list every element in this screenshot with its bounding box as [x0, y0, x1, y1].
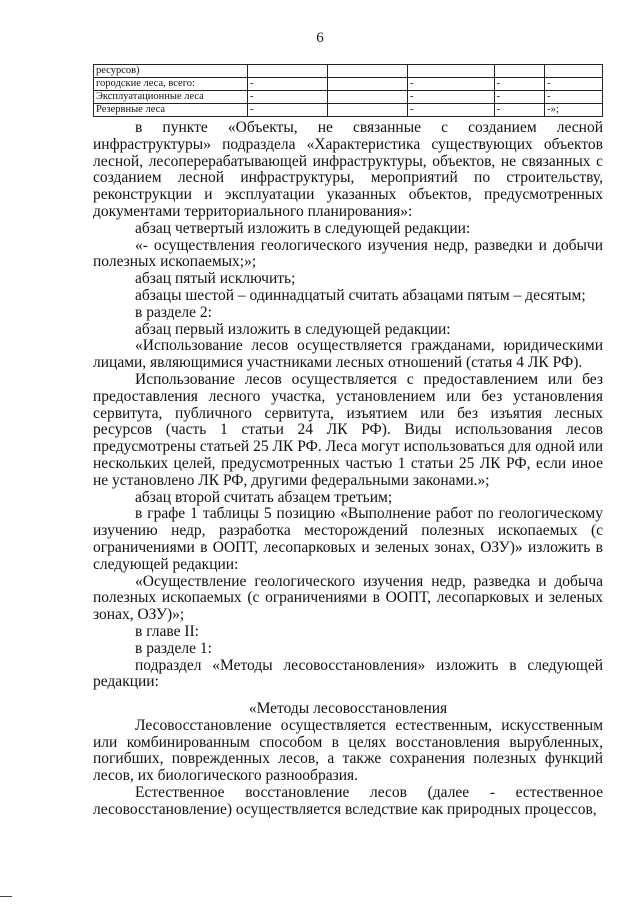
page-number: 6 — [316, 30, 324, 46]
table-row-label: городские леса, всего: — [94, 78, 248, 91]
table-cell — [247, 65, 327, 78]
table-cell — [407, 65, 494, 78]
paragraph: в пункте «Объекты, не связанные с созданием лесной инфраструктуры» подраздела «Характеристика существующих объектов лесной, лесоперерабатывающей инфраструктуры, объектов, не связанных с созданием лесной инфраструктуры, мероприятий по строительству, реконструкции и эксплуатации указанных объектов, предусмотренных документами территориального планирования»: — [93, 119, 603, 220]
paragraph: Лесовосстановление осуществляется естественным, искусственным или комбинированным способом в целях восстановления вырубленных, погибших, поврежденных лесов, а также сохранения полезных функций лесов, их биологического разнообразия. — [93, 716, 603, 785]
table-cell: - — [247, 104, 327, 117]
table-cell — [545, 65, 603, 78]
table-cell: - — [407, 104, 494, 117]
table-row-label: ресурсов) — [94, 65, 248, 78]
table-row — [94, 91, 603, 104]
paragraph: абзац пятый исключить; — [135, 270, 296, 288]
table-cell: -»; — [545, 104, 603, 117]
paragraph: в главе II: — [135, 622, 199, 640]
paragraph: «Осуществление геологического изучения недр, разведка и добыча полезных ископаемых (с ограничениями в ООПТ, лесопарковых и зеленых зонах, ОЗУ)»; — [93, 572, 603, 624]
paragraph: подраздел «Методы лесовосстановления» изложить в следующей редакции: — [93, 656, 603, 691]
table-row — [94, 104, 603, 117]
table-cell — [328, 104, 408, 117]
paragraph: в разделе 2: — [135, 303, 212, 321]
paragraph: абзац четвертый изложить в следующей редакции: — [135, 219, 471, 237]
paragraph: Использование лесов осуществляется с предоставлением или без предоставления лесного участка, установлением или без установления сервитута, публичного сервитута, изъятием или без изъятия лесных ресурсов (часть 1 статьи 24 ЛК РФ). Виды использования лесов предусмотрены статьей 25 ЛК РФ. Леса могут использоваться для одной или нескольких целей, предусмотренных частью 1 статьи 25 ЛК РФ, если иное не установлено ЛК РФ, другими федеральными законами.»; — [93, 370, 603, 489]
scan-edge-mark — [0, 896, 12, 897]
table-cell — [328, 91, 408, 104]
paragraph: абзацы шестой – одиннадцатый считать абзацами пятым – десятым; — [135, 286, 586, 304]
paragraph: «Использование лесов осуществляется гражданами, юридическими лицами, являющимися участниками лесных отношений (статья 4 ЛК РФ). — [93, 337, 603, 372]
forest-table-fragment — [93, 64, 603, 117]
table-cell — [494, 65, 545, 78]
paragraph: абзац второй считать абзацем третьим; — [135, 488, 393, 506]
table-row — [94, 65, 603, 78]
table-row — [94, 78, 603, 91]
paragraph: абзац первый изложить в следующей редакции: — [135, 320, 451, 338]
table-cell: - — [247, 78, 327, 91]
document-body — [93, 120, 603, 819]
table-row-label: Резервные леса — [94, 104, 248, 117]
table-cell — [328, 78, 408, 91]
paragraph: «- осуществления геологического изучения недр, разведки и добычи полезных ископаемых;»; — [93, 236, 603, 271]
table-cell: - — [494, 78, 545, 91]
paragraph: в графе 1 таблицы 5 позицию «Выполнение работ по геологическому изучению недр, разработка месторождений полезных ископаемых (с ограничениями в ООПТ, лесопарковых и зеленых зонах, ОЗУ)» изложить в следующей редакции: — [93, 505, 603, 573]
table-cell: - — [494, 104, 545, 117]
table-cell: - — [407, 91, 494, 104]
table-cell: - — [545, 78, 603, 91]
table-cell: - — [247, 91, 327, 104]
table-cell: - — [494, 91, 545, 104]
table-cell: - — [545, 91, 603, 104]
paragraph: Естественное восстановление лесов (далее - естественное лесовосстановление) осуществляется вследствие как природных процессов, — [93, 784, 603, 818]
table-row-label: Эксплуатационные леса — [94, 91, 248, 104]
paragraph: в разделе 1: — [135, 639, 212, 657]
table-cell — [328, 65, 408, 78]
section-heading: «Методы лесовосстановления — [248, 700, 448, 718]
table-cell: - — [407, 78, 494, 91]
